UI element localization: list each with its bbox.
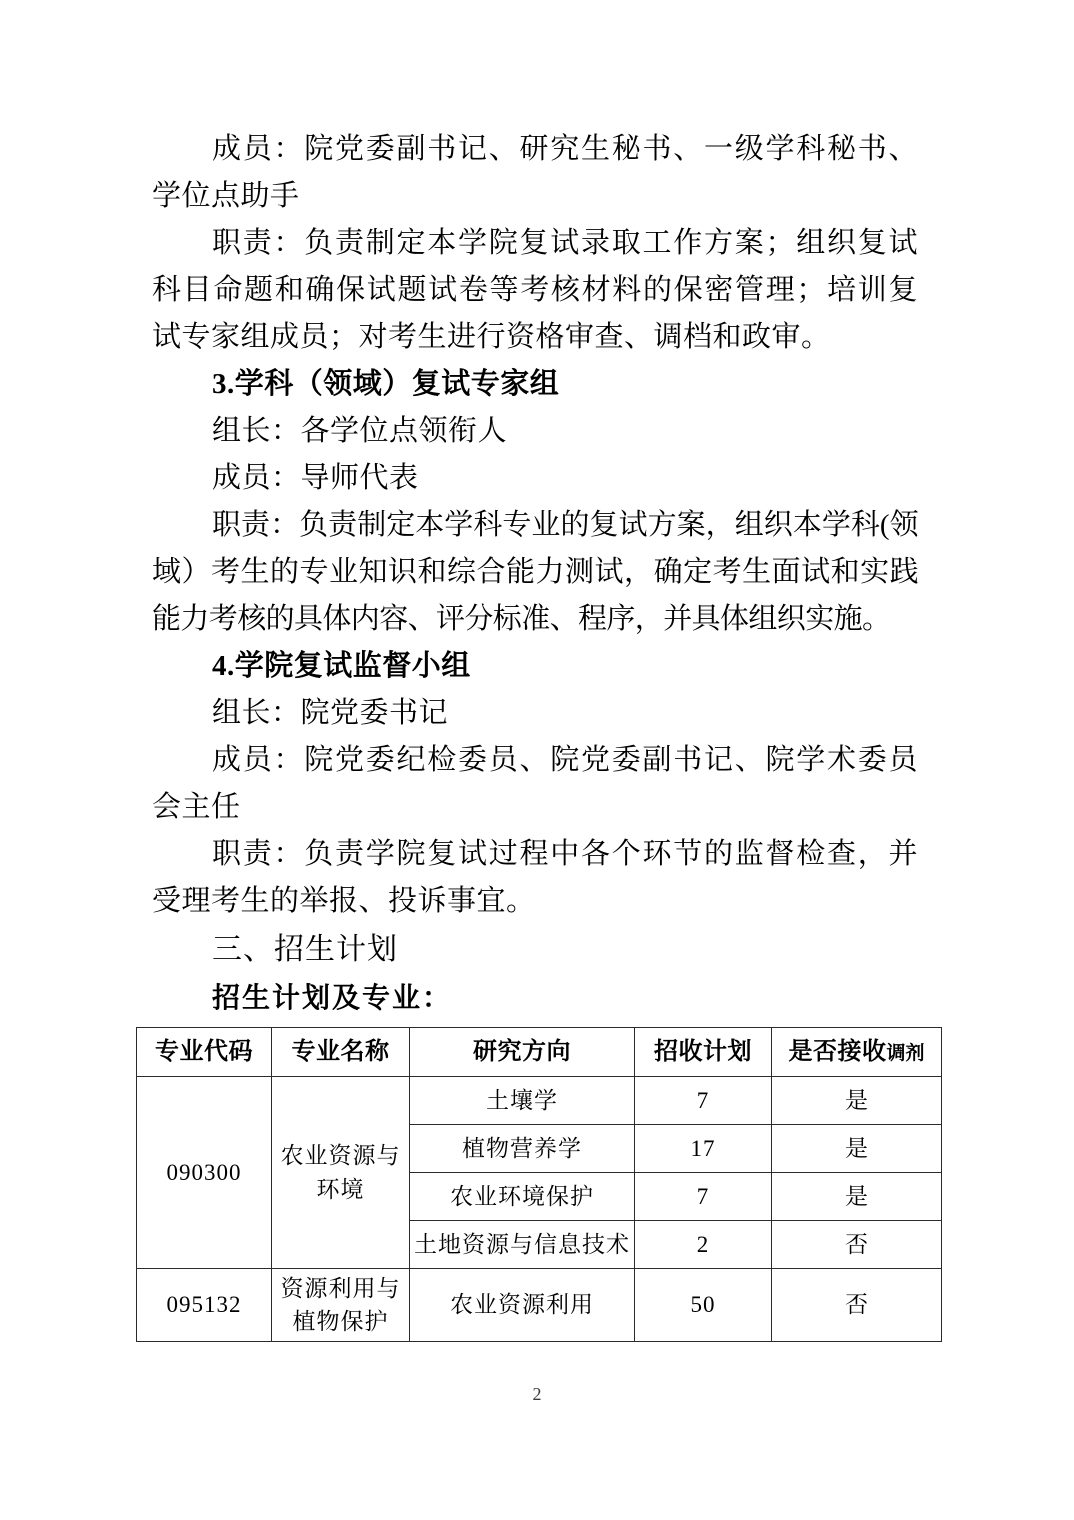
cell-accepts-adjustment: 是: [772, 1125, 942, 1173]
paragraph-members-group2: 成员：院党委副书记、研究生秘书、一级学科秘书、学位点助手: [152, 133, 918, 212]
cell-major-name: [272, 1269, 410, 1342]
cell-plan-count: 17: [635, 1125, 772, 1173]
paragraph-leader-group4: 组长：院党委书记: [212, 697, 449, 729]
enrollment-plan-table: [136, 1027, 942, 1342]
cell-research-direction: 农业资源利用: [410, 1269, 635, 1342]
major-name-line-1: 农业资源与: [280, 1143, 401, 1169]
heading-section-3: 3.学科（领域）复试专家组: [212, 368, 560, 400]
paragraph-members-group4: 成员：院党委纪检委员、院党委副书记、院学术委员会主任: [152, 744, 918, 823]
cell-accepts-adjustment: 否: [772, 1269, 942, 1342]
table-caption: 招生计划及专业：: [212, 983, 453, 1014]
cell-plan-count: 7: [635, 1077, 772, 1125]
table-row: [137, 1077, 942, 1125]
paragraph-duty-group2: 职责：负责制定本学院复试录取工作方案；组织复试科目命题和确保试题试卷等考核材料的保密管理；培训复试专家组成员；对考生进行资格审查、调档和政审。: [152, 227, 918, 353]
paragraph-duty-group4: 职责：负责学院复试过程中各个环节的监督检查，并受理考生的举报、投诉事宜。: [152, 838, 918, 917]
cell-major-name: [272, 1077, 410, 1269]
paragraph-duty-group3: 职责：负责制定本学科专业的复试方案，组织本学科(领域）考生的专业知识和综合能力测试，确定考生面试和实践能力考核的具体内容、评分标准、程序，并具体组织实施。: [152, 509, 918, 635]
major-name-line-1: 资源利用与: [280, 1275, 401, 1301]
paragraph-leader-group3: 组长：各学位点领衔人: [212, 415, 508, 447]
cell-research-direction: 土壤学: [410, 1077, 635, 1125]
paragraph-members-group3: 成员：导师代表: [212, 462, 419, 494]
header-major-name: 专业名称: [272, 1028, 410, 1077]
page-content: [152, 126, 925, 1342]
header-accepts-adjustment-main: 是否接收: [788, 1038, 887, 1065]
table-row: [137, 1269, 942, 1342]
cell-research-direction: 土地资源与信息技术: [410, 1221, 635, 1269]
cell-plan-count: 7: [635, 1173, 772, 1221]
cell-research-direction: 植物营养学: [410, 1125, 635, 1173]
cell-research-direction: 农业环境保护: [410, 1173, 635, 1221]
major-name-line-2: 植物保护: [292, 1309, 389, 1334]
table-body: [137, 1077, 942, 1342]
header-major-code: 专业代码: [137, 1028, 272, 1077]
header-accepts-adjustment-sub: 调剂: [886, 1042, 925, 1064]
cell-plan-count: 50: [635, 1269, 772, 1342]
header-enrollment-plan: 招收计划: [635, 1028, 772, 1077]
table-header-row: [137, 1028, 942, 1077]
header-research-direction: 研究方向: [410, 1028, 635, 1077]
cell-major-code: 095132: [137, 1269, 272, 1342]
major-name-line-2: 环境: [316, 1176, 365, 1202]
cell-accepts-adjustment: 是: [772, 1173, 942, 1221]
cell-accepts-adjustment: 否: [772, 1221, 942, 1269]
cell-major-code: 090300: [137, 1077, 272, 1269]
heading-section-4: 4.学院复试监督小组: [212, 650, 471, 682]
heading-enrollment-plan: 三、招生计划: [212, 933, 398, 966]
cell-accepts-adjustment: 是: [772, 1077, 942, 1125]
table-header: [137, 1028, 942, 1077]
header-accepts-adjustment: [772, 1028, 942, 1077]
page-number: 2: [532, 1384, 542, 1404]
cell-plan-count: 2: [635, 1221, 772, 1269]
